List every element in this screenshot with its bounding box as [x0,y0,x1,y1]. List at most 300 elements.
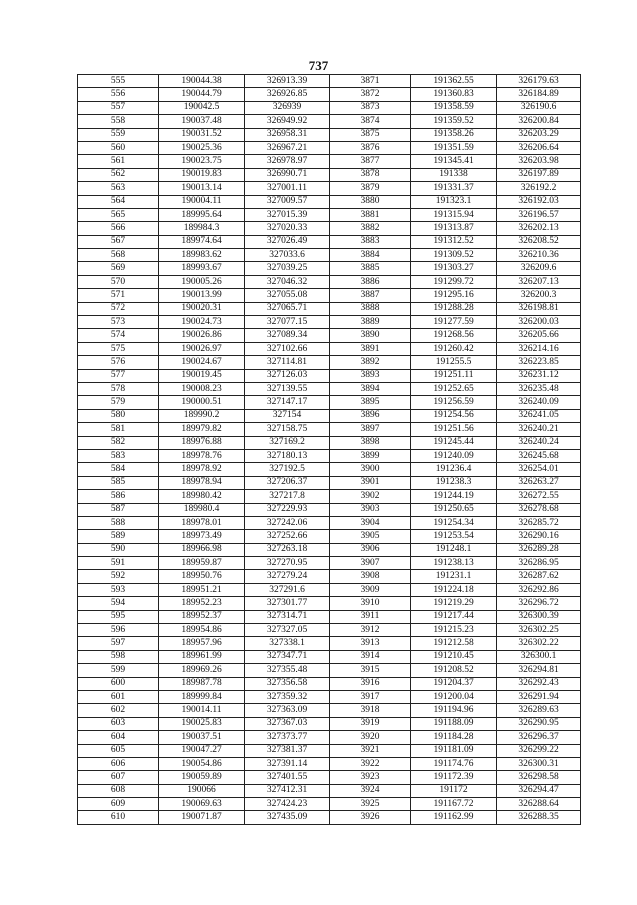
table-cell-x-left: 190037.51 [159,731,245,744]
table-cell-y-right: 326245.68 [497,449,581,462]
table-cell-x-left: 190026.97 [159,342,245,355]
table-cell-point-number-right: 3898 [330,436,411,449]
table-cell-y-left: 327026.49 [245,235,330,248]
table-cell-y-left: 327229.93 [245,503,330,516]
table-cell-y-right: 326202.13 [497,222,581,235]
table-cell-x-right: 191245.44 [411,436,497,449]
table-cell-y-left: 327327.05 [245,624,330,637]
table-cell-y-right: 326198.81 [497,302,581,315]
table-cell-y-right: 326210.36 [497,249,581,262]
table-cell-x-left: 190037.48 [159,115,245,128]
table-cell-point-number-right: 3916 [330,677,411,690]
table-cell-y-right: 326299.22 [497,744,581,757]
table-cell-y-right: 326179.63 [497,75,581,88]
table-cell-x-left: 189952.37 [159,610,245,623]
table-row [78,597,581,610]
table-cell-point-number-right: 3873 [330,101,411,114]
table-cell-y-left: 327077.15 [245,316,330,329]
table-cell-point-number-left: 596 [78,624,159,637]
table-cell-point-number-left: 584 [78,463,159,476]
table-cell-x-left: 190025.36 [159,141,245,154]
table-cell-point-number-left: 601 [78,690,159,703]
table-cell-x-left: 189999.84 [159,690,245,703]
table-cell-x-left: 190054.86 [159,757,245,770]
table-cell-point-number-right: 3913 [330,637,411,650]
table-cell-y-right: 326231.12 [497,369,581,382]
table-cell-x-right: 191254.34 [411,516,497,529]
table-row [78,690,581,703]
table-cell-y-right: 326203.29 [497,128,581,141]
table-cell-point-number-right: 3903 [330,503,411,516]
table-cell-x-left: 189979.82 [159,423,245,436]
table-cell-point-number-left: 557 [78,101,159,114]
table-cell-y-left: 327033.6 [245,249,330,262]
table-cell-x-right: 191295.16 [411,289,497,302]
table-cell-point-number-right: 3908 [330,570,411,583]
table-cell-point-number-left: 576 [78,356,159,369]
table-cell-point-number-right: 3876 [330,141,411,154]
table-cell-x-left: 189974.64 [159,235,245,248]
table-row [78,423,581,436]
table-cell-point-number-right: 3907 [330,557,411,570]
table-cell-y-right: 326288.35 [497,811,581,824]
table-cell-point-number-left: 566 [78,222,159,235]
table-cell-x-left: 189959.87 [159,557,245,570]
table-cell-x-left: 189951.21 [159,583,245,596]
table-cell-x-right: 191184.28 [411,731,497,744]
table-cell-x-left: 189957.96 [159,637,245,650]
table-row [78,771,581,784]
table-cell-x-right: 191181.09 [411,744,497,757]
table-row [78,235,581,248]
coordinates-table-body [78,75,581,825]
table-cell-x-right: 191212.58 [411,637,497,650]
table-cell-point-number-right: 3914 [330,650,411,663]
table-cell-point-number-right: 3896 [330,409,411,422]
table-cell-x-right: 191204.37 [411,677,497,690]
table-cell-point-number-left: 603 [78,717,159,730]
table-row [78,356,581,369]
table-cell-y-right: 326240.09 [497,396,581,409]
table-cell-y-right: 326290.95 [497,717,581,730]
table-row [78,744,581,757]
table-cell-y-right: 326302.25 [497,624,581,637]
table-cell-y-left: 327169.2 [245,436,330,449]
table-cell-point-number-left: 604 [78,731,159,744]
table-cell-point-number-left: 600 [78,677,159,690]
table-cell-point-number-left: 571 [78,289,159,302]
table-cell-y-right: 326223.85 [497,356,581,369]
table-cell-point-number-right: 3889 [330,316,411,329]
table-cell-y-left: 327279.24 [245,570,330,583]
table-cell-x-right: 191309.52 [411,249,497,262]
table-cell-point-number-left: 569 [78,262,159,275]
table-row [78,168,581,181]
table-cell-y-left: 327039.25 [245,262,330,275]
table-cell-x-left: 190059.89 [159,771,245,784]
table-row [78,637,581,650]
table-cell-x-left: 190014.11 [159,704,245,717]
table-cell-point-number-left: 606 [78,757,159,770]
table-cell-y-right: 326190.6 [497,101,581,114]
table-cell-x-left: 190044.79 [159,88,245,101]
table-cell-y-left: 327263.18 [245,543,330,556]
table-cell-y-left: 326990.71 [245,168,330,181]
table-cell-point-number-right: 3888 [330,302,411,315]
table-row [78,650,581,663]
table-cell-x-left: 190044.38 [159,75,245,88]
table-cell-point-number-left: 607 [78,771,159,784]
table-cell-y-right: 326205.66 [497,329,581,342]
table-cell-x-right: 191244.19 [411,490,497,503]
table-cell-y-right: 326254.01 [497,463,581,476]
table-cell-x-right: 191248.1 [411,543,497,556]
table-cell-y-right: 326296.72 [497,597,581,610]
table-cell-point-number-left: 581 [78,423,159,436]
table-cell-y-left: 327242.06 [245,516,330,529]
table-cell-y-left: 327154 [245,409,330,422]
table-cell-x-left: 190031.52 [159,128,245,141]
table-row [78,115,581,128]
table-cell-x-left: 190000.51 [159,396,245,409]
table-cell-x-right: 191172 [411,784,497,797]
table-cell-y-right: 326289.63 [497,704,581,717]
table-cell-point-number-right: 3891 [330,342,411,355]
table-row [78,182,581,195]
table-row [78,664,581,677]
table-cell-x-right: 191345.41 [411,155,497,168]
table-cell-point-number-right: 3881 [330,208,411,221]
table-cell-x-right: 191210.45 [411,650,497,663]
table-cell-point-number-left: 591 [78,557,159,570]
table-cell-point-number-right: 3915 [330,664,411,677]
table-row [78,128,581,141]
table-cell-point-number-left: 590 [78,543,159,556]
table-cell-y-right: 326192.03 [497,195,581,208]
table-cell-x-left: 189978.92 [159,463,245,476]
table-cell-point-number-left: 609 [78,798,159,811]
table-cell-x-right: 191172.39 [411,771,497,784]
table-cell-point-number-right: 3893 [330,369,411,382]
table-cell-y-right: 326278.68 [497,503,581,516]
table-cell-y-right: 326207.13 [497,275,581,288]
table-row [78,503,581,516]
table-cell-point-number-left: 568 [78,249,159,262]
table-cell-y-left: 327363.09 [245,704,330,717]
table-cell-x-left: 189950.76 [159,570,245,583]
table-row [78,289,581,302]
table-cell-x-right: 191250.65 [411,503,497,516]
table-cell-x-left: 190069.63 [159,798,245,811]
table-cell-y-right: 326184.89 [497,88,581,101]
table-cell-y-right: 326200.03 [497,316,581,329]
table-cell-y-right: 326200.84 [497,115,581,128]
table-cell-y-right: 326302.22 [497,637,581,650]
table-cell-point-number-left: 594 [78,597,159,610]
table-cell-y-right: 326209.6 [497,262,581,275]
table-cell-x-left: 189954.86 [159,624,245,637]
table-cell-point-number-right: 3883 [330,235,411,248]
table-cell-y-left: 327356.58 [245,677,330,690]
table-cell-x-left: 189961.99 [159,650,245,663]
table-cell-point-number-left: 605 [78,744,159,757]
table-row [78,409,581,422]
table-cell-x-left: 190013.14 [159,182,245,195]
table-cell-x-right: 191174.76 [411,757,497,770]
table-cell-point-number-right: 3880 [330,195,411,208]
table-cell-y-left: 327367.03 [245,717,330,730]
table-cell-point-number-right: 3885 [330,262,411,275]
table-cell-point-number-right: 3911 [330,610,411,623]
table-cell-y-left: 326958.31 [245,128,330,141]
table-cell-x-right: 191260.42 [411,342,497,355]
table-cell-x-right: 191323.1 [411,195,497,208]
table-cell-x-left: 190071.87 [159,811,245,824]
table-cell-point-number-left: 580 [78,409,159,422]
table-cell-y-left: 327381.37 [245,744,330,757]
table-cell-point-number-right: 3884 [330,249,411,262]
table-cell-point-number-left: 585 [78,476,159,489]
table-cell-x-right: 191251.56 [411,423,497,436]
table-cell-x-left: 190025.83 [159,717,245,730]
table-row [78,302,581,315]
table-cell-point-number-left: 597 [78,637,159,650]
table-cell-point-number-left: 595 [78,610,159,623]
table-cell-x-right: 191253.54 [411,530,497,543]
table-cell-y-left: 327065.71 [245,302,330,315]
table-cell-x-left: 190008.23 [159,382,245,395]
table-cell-point-number-left: 608 [78,784,159,797]
table-cell-y-right: 326263.27 [497,476,581,489]
table-row [78,249,581,262]
table-cell-point-number-right: 3887 [330,289,411,302]
table-row [78,798,581,811]
table-cell-y-left: 327206.37 [245,476,330,489]
table-cell-point-number-right: 3882 [330,222,411,235]
table-cell-x-left: 190066 [159,784,245,797]
table-cell-y-right: 326203.98 [497,155,581,168]
table-cell-point-number-right: 3895 [330,396,411,409]
table-cell-point-number-right: 3894 [330,382,411,395]
table-row [78,516,581,529]
table-cell-y-right: 326289.28 [497,543,581,556]
table-cell-y-right: 326294.47 [497,784,581,797]
table-cell-y-right: 326206.64 [497,141,581,154]
table-cell-x-left: 190024.73 [159,316,245,329]
table-cell-y-right: 326287.62 [497,570,581,583]
table-cell-point-number-left: 562 [78,168,159,181]
table-cell-point-number-left: 555 [78,75,159,88]
table-row [78,88,581,101]
table-cell-x-right: 191240.09 [411,449,497,462]
table-cell-x-left: 190024.67 [159,356,245,369]
table-row [78,396,581,409]
table-cell-x-right: 191251.11 [411,369,497,382]
table-cell-point-number-right: 3919 [330,717,411,730]
coordinates-table [77,74,581,825]
table-cell-y-right: 326208.52 [497,235,581,248]
table-row [78,155,581,168]
table-row [78,610,581,623]
table-cell-x-right: 191303.27 [411,262,497,275]
table-cell-point-number-right: 3926 [330,811,411,824]
table-row [78,490,581,503]
table-cell-point-number-right: 3923 [330,771,411,784]
table-cell-y-right: 326285.72 [497,516,581,529]
table-cell-x-right: 191331.37 [411,182,497,195]
table-cell-y-right: 326197.89 [497,168,581,181]
table-cell-point-number-right: 3901 [330,476,411,489]
table-cell-point-number-right: 3906 [330,543,411,556]
table-cell-point-number-left: 573 [78,316,159,329]
table-row [78,811,581,824]
table-cell-x-right: 191312.52 [411,235,497,248]
table-cell-point-number-left: 598 [78,650,159,663]
table-cell-y-right: 326291.94 [497,690,581,703]
table-cell-y-right: 326235.48 [497,382,581,395]
table-cell-point-number-left: 589 [78,530,159,543]
table-cell-x-right: 191358.59 [411,101,497,114]
table-cell-point-number-right: 3897 [330,423,411,436]
table-cell-y-left: 327270.95 [245,557,330,570]
table-cell-x-right: 191254.56 [411,409,497,422]
table-cell-point-number-right: 3875 [330,128,411,141]
table-cell-y-right: 326294.81 [497,664,581,677]
table-row [78,530,581,543]
table-cell-x-right: 191217.44 [411,610,497,623]
table-cell-y-left: 326926.85 [245,88,330,101]
table-cell-y-left: 327412.31 [245,784,330,797]
table-cell-y-left: 327424.23 [245,798,330,811]
table-cell-point-number-left: 582 [78,436,159,449]
table-cell-x-right: 191313.87 [411,222,497,235]
table-cell-y-right: 326292.43 [497,677,581,690]
table-cell-x-right: 191224.18 [411,583,497,596]
table-cell-y-left: 326949.92 [245,115,330,128]
table-cell-x-left: 189978.76 [159,449,245,462]
table-cell-y-left: 327301.77 [245,597,330,610]
table-row [78,463,581,476]
table-cell-x-left: 189966.98 [159,543,245,556]
table-cell-point-number-right: 3899 [330,449,411,462]
table-cell-point-number-left: 556 [78,88,159,101]
table-cell-y-left: 327373.77 [245,731,330,744]
page-number: 737 [308,58,329,73]
table-cell-x-right: 191208.52 [411,664,497,677]
table-cell-x-left: 189978.01 [159,516,245,529]
table-cell-point-number-right: 3905 [330,530,411,543]
table-cell-point-number-right: 3892 [330,356,411,369]
table-cell-y-right: 326298.58 [497,771,581,784]
table-cell-x-right: 191252.65 [411,382,497,395]
table-cell-point-number-right: 3874 [330,115,411,128]
table-cell-x-left: 189969.26 [159,664,245,677]
table-cell-x-right: 191194.96 [411,704,497,717]
table-cell-point-number-left: 599 [78,664,159,677]
table-cell-y-right: 326290.16 [497,530,581,543]
table-cell-y-left: 326978.97 [245,155,330,168]
table-cell-point-number-left: 602 [78,704,159,717]
table-cell-y-left: 327020.33 [245,222,330,235]
table-cell-y-left: 327192.5 [245,463,330,476]
table-cell-y-left: 327055.08 [245,289,330,302]
table-cell-y-left: 327338.1 [245,637,330,650]
table-cell-x-right: 191351.59 [411,141,497,154]
table-cell-y-left: 327252.66 [245,530,330,543]
table-cell-y-left: 327001.11 [245,182,330,195]
table-cell-y-left: 327291.6 [245,583,330,596]
table-cell-x-right: 191255.5 [411,356,497,369]
table-cell-point-number-right: 3922 [330,757,411,770]
table-cell-point-number-right: 3909 [330,583,411,596]
table-cell-point-number-left: 560 [78,141,159,154]
table-cell-x-right: 191359.52 [411,115,497,128]
table-cell-y-right: 326240.24 [497,436,581,449]
table-cell-y-left: 327347.71 [245,650,330,663]
table-row [78,436,581,449]
table-cell-y-left: 327147.17 [245,396,330,409]
table-cell-point-number-left: 561 [78,155,159,168]
table-cell-y-left: 327391.14 [245,757,330,770]
table-cell-x-left: 190026.86 [159,329,245,342]
table-cell-y-left: 327314.71 [245,610,330,623]
table-row [78,449,581,462]
table-cell-x-right: 191219.29 [411,597,497,610]
table-cell-point-number-left: 572 [78,302,159,315]
table-cell-point-number-left: 577 [78,369,159,382]
table-cell-y-left: 326967.21 [245,141,330,154]
table-row [78,717,581,730]
table-cell-point-number-left: 559 [78,128,159,141]
table-cell-x-right: 191188.09 [411,717,497,730]
table-cell-point-number-left: 574 [78,329,159,342]
table-cell-y-right: 326288.64 [497,798,581,811]
table-cell-y-left: 327139.55 [245,382,330,395]
table-cell-y-left: 326939 [245,101,330,114]
table-row [78,195,581,208]
table-cell-point-number-left: 578 [78,382,159,395]
table-cell-x-left: 189976.88 [159,436,245,449]
table-cell-y-left: 327217.8 [245,490,330,503]
table-cell-point-number-right: 3902 [330,490,411,503]
table-cell-y-right: 326300.1 [497,650,581,663]
table-row [78,557,581,570]
table-cell-y-left: 327401.55 [245,771,330,784]
table-cell-point-number-left: 593 [78,583,159,596]
table-cell-point-number-left: 570 [78,275,159,288]
table-row [78,731,581,744]
table-cell-y-right: 326200.3 [497,289,581,302]
table-cell-x-right: 191162.99 [411,811,497,824]
table-cell-point-number-right: 3871 [330,75,411,88]
table-row [78,141,581,154]
table-cell-y-right: 326292.86 [497,583,581,596]
table-cell-x-left: 189993.67 [159,262,245,275]
table-row [78,262,581,275]
table-cell-point-number-left: 564 [78,195,159,208]
table-cell-point-number-right: 3890 [330,329,411,342]
table-row [78,784,581,797]
table-cell-x-left: 190042.5 [159,101,245,114]
table-cell-x-left: 190023.75 [159,155,245,168]
table-cell-x-right: 191338 [411,168,497,181]
table-cell-point-number-left: 592 [78,570,159,583]
table-cell-point-number-left: 563 [78,182,159,195]
table-cell-x-left: 189952.23 [159,597,245,610]
table-row [78,316,581,329]
table-cell-point-number-left: 610 [78,811,159,824]
table-cell-point-number-right: 3879 [330,182,411,195]
